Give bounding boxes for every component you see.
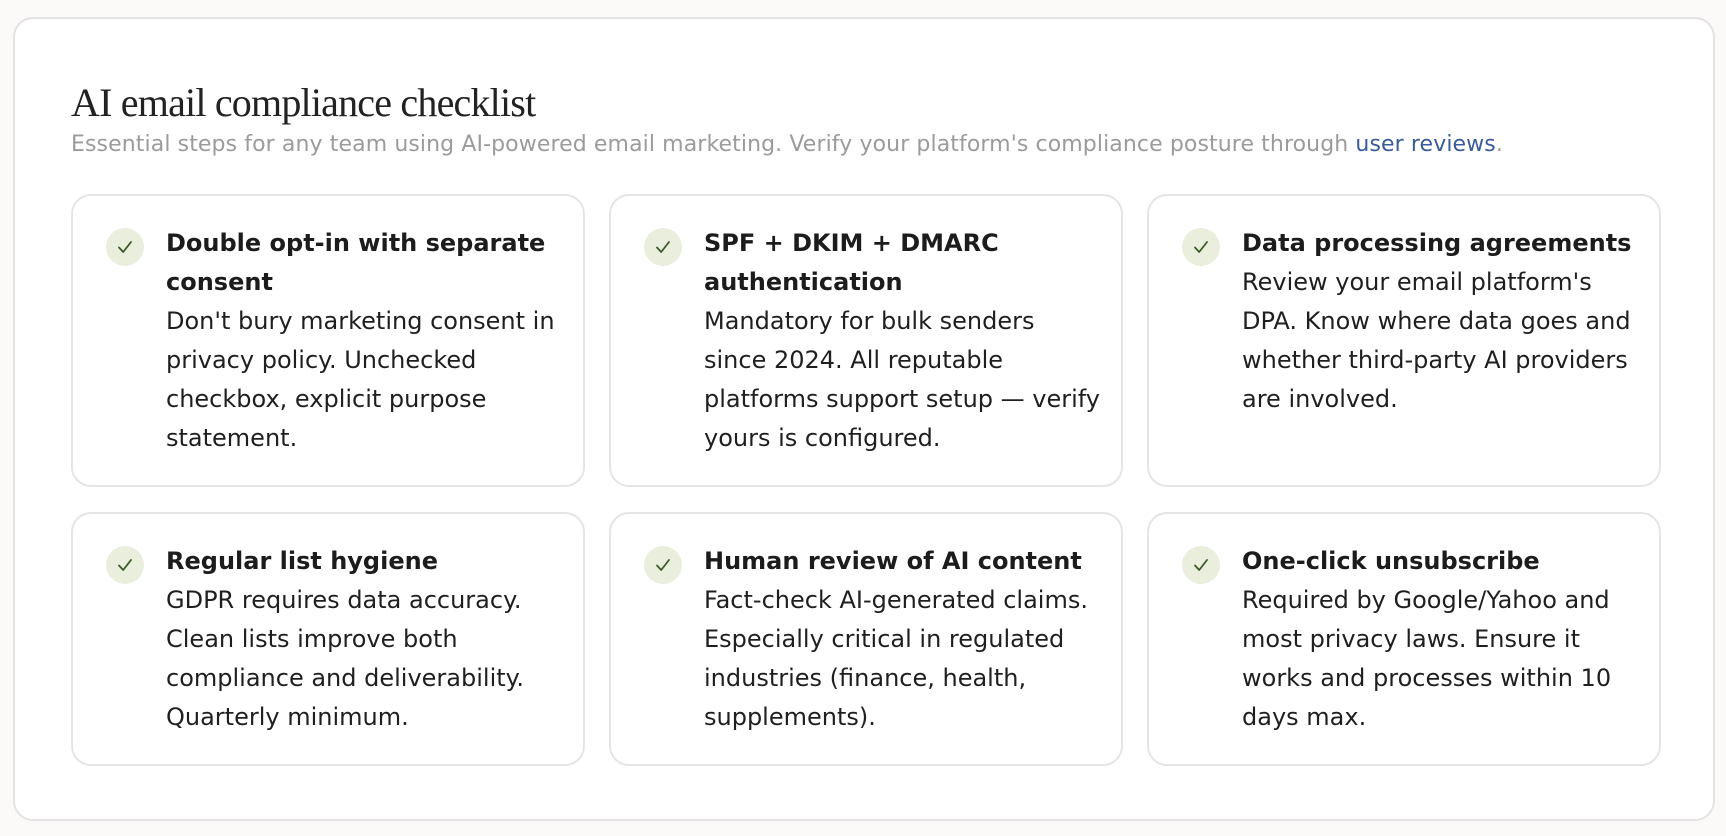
card-description: Don't bury marketing consent in privacy policy. Unchecked checkbox, explicit purpose statement.: [166, 307, 555, 452]
card-title: One-click unsubscribe: [1242, 547, 1540, 575]
card-title: Human review of AI content: [704, 547, 1082, 575]
card-description: Review your email platform's DPA. Know where data goes and whether third-party AI providers are involved.: [1242, 268, 1631, 413]
card-title: Data processing agreements: [1242, 229, 1632, 257]
checklist-card-human-review: [609, 512, 1123, 766]
checklist-card-data-processing: [1147, 194, 1661, 487]
checklist-card-double-opt-in: [71, 194, 585, 487]
checklist-card-list-hygiene: [71, 512, 585, 766]
checklist-card-unsubscribe: [1147, 512, 1661, 766]
card-description: Fact-check AI-generated claims. Especially critical in regulated industries (finance, health, supplements).: [704, 586, 1088, 731]
check-icon: [1182, 546, 1220, 584]
check-icon: [1182, 228, 1220, 266]
card-description: Required by Google/Yahoo and most privacy laws. Ensure it works and processes within 10 days max.: [1242, 586, 1612, 731]
check-icon: [106, 546, 144, 584]
check-icon: [644, 546, 682, 584]
card-description: GDPR requires data accuracy. Clean lists improve both compliance and deliverability. Quarterly minimum.: [166, 586, 525, 731]
subtitle-text: Essential steps for any team using AI-powered email marketing. Verify your platform's compliance posture through: [71, 132, 1356, 157]
user-reviews-link[interactable]: user reviews: [1355, 132, 1496, 157]
subtitle-suffix: .: [1495, 132, 1503, 157]
page-subtitle: [71, 132, 1503, 157]
card-title: Regular list hygiene: [166, 547, 438, 575]
card-title: Double opt-in with separate consent: [166, 229, 546, 296]
checklist-card-email-authentication: [609, 194, 1123, 487]
card-description: Mandatory for bulk senders since 2024. All reputable platforms support setup — verify yours is configured.: [704, 307, 1100, 452]
check-icon: [644, 228, 682, 266]
card-title: SPF + DKIM + DMARC authentication: [704, 229, 999, 296]
page-title: AI email compliance checklist: [71, 80, 536, 125]
compliance-checklist-panel: [13, 17, 1715, 821]
check-icon: [106, 228, 144, 266]
